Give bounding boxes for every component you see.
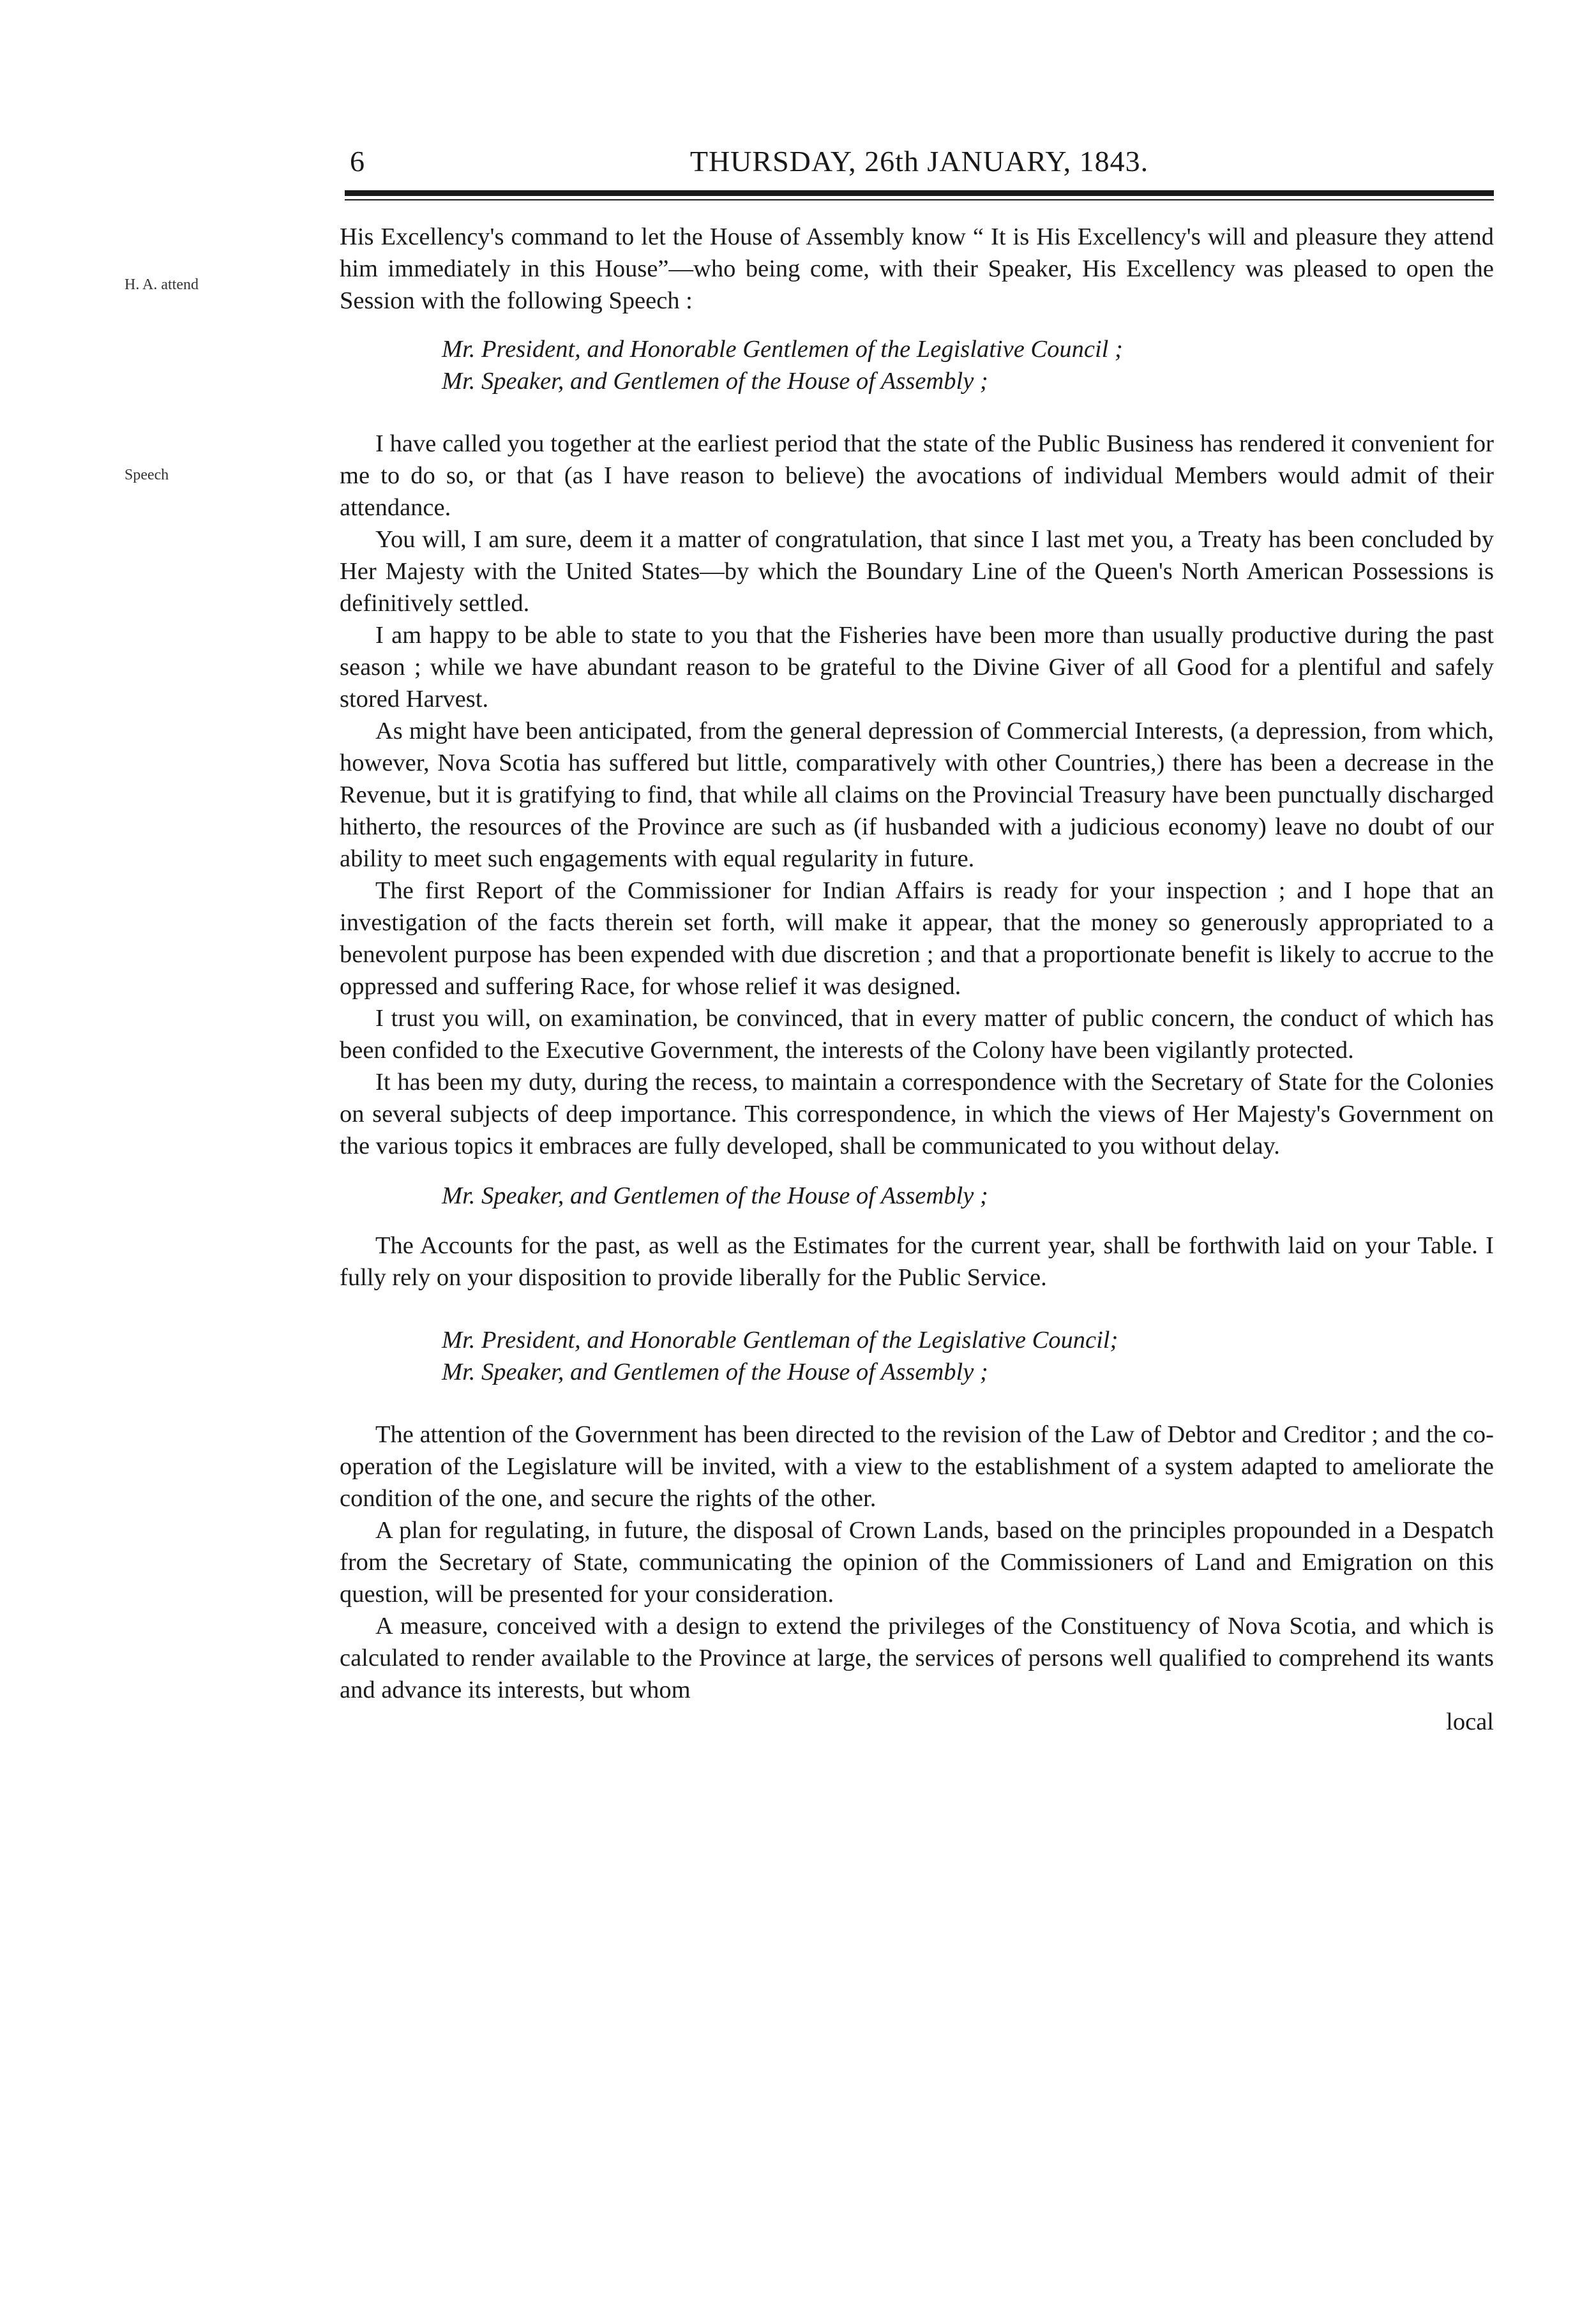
speech-paragraph: As might have been anticipated, from the general depression of Commercial Interests, (a depression, from which, however, Nova Scotia has suffered but little, comparatively with other Countries,) there has been a decrease in the Revenue, but it is gratifying to find, that while all claims on the Provincial Treasury have been punctually discharged hitherto, the resources of the Province are such as (if husbanded with a judicious economy) leave no doubt of our ability to meet such engagements with equal regularity in future. xyxy=(340,718,1494,872)
salutation-assembly: Mr. Speaker, and Gentlemen of the House of Assembly ; xyxy=(442,368,988,395)
margin-note-attend: H. A. attend xyxy=(124,276,199,293)
speech-paragraph: It has been my duty, during the recess, to maintain a correspondence with the Secretary of State for the Colonies on several subjects of deep importance. This correspondence, in which the views of Her Majesty's Government on the various topics it embraces are fully developed, shall be communicated to you without delay. xyxy=(340,1069,1494,1159)
salutation-assembly: Mr. Speaker, and Gentlemen of the House of Assembly ; xyxy=(442,1359,988,1385)
opening-paragraph: His Excellency's command to let the House of Assembly know “ It is His Excellency's will and pleasure they attend him immediately in this House”—who being come, with their Speaker, His Excellency was pleased to open the Session with the following Speech : xyxy=(340,223,1494,314)
speech-paragraph: The Accounts for the past, as well as the Estimates for the current year, shall be forthwith laid on your Table. I fully rely on your disposition to provide liberally for the Public Service. xyxy=(340,1232,1494,1291)
header-rule-thick xyxy=(345,190,1494,196)
speech-paragraph: A measure, conceived with a design to extend the privileges of the Constituency of Nova Scotia, and which is calculated to render available to the Province at large, the services of persons well qualified to comprehend its wants and advance its interests, but whom xyxy=(340,1613,1494,1703)
speech-paragraph: I trust you will, on examination, be convinced, that in every matter of public concern, the conduct of which has been confided to the Executive Government, the interests of the Colony have been vigilantly protected. xyxy=(340,1005,1494,1064)
speech-paragraph: You will, I am sure, deem it a matter of congratulation, that since I last met you, a Treaty has been concluded by Her Majesty with the United States—by which the Boundary Line of the Queen's North American Possessions is definitively settled. xyxy=(340,526,1494,617)
speech-paragraph: I am happy to be able to state to you that the Fisheries have been more than usually productive during the past season ; while we have abundant reason to be grateful to the Divine Giver of all Good for a plentiful and safely stored Harvest. xyxy=(340,622,1494,712)
speech-paragraph: The attention of the Government has been directed to the revision of the Law of Debtor and Creditor ; and the co-operation of the Legislature will be invited, with a view to the establishment of a system adapted to ameliorate the condition of the one, and secure the rights of the other. xyxy=(340,1421,1494,1512)
speech-paragraph: I have called you together at the earliest period that the state of the Public Business has rendered it convenient for me to do so, or that (as I have reason to believe) the avocations of individual Members would admit of their attendance. xyxy=(340,430,1494,521)
body-text xyxy=(340,221,1494,1738)
speech-paragraph: The first Report of the Commissioner for Indian Affairs is ready for your inspection ; and I hope that an investigation of the facts therein set forth, will make it appear, that the money so generously appropriated to a benevolent purpose has been expended with due discretion ; and that a proportionate benefit is likely to accrue to the oppressed and suffering Race, for whose relief it was designed. xyxy=(340,877,1494,1000)
catchword: local xyxy=(1446,1708,1494,1735)
speech-paragraph: A plan for regulating, in future, the disposal of Crown Lands, based on the principles propounded in a Despatch from the Secretary of State, communicating the opinion of the Commissioners of Land and Emigration on this question, will be presented for your consideration. xyxy=(340,1517,1494,1608)
running-head: THURSDAY, 26th JANUARY, 1843. xyxy=(689,145,1149,177)
salutation-assembly: Mr. Speaker, and Gentlemen of the House of Assembly ; xyxy=(442,1182,988,1209)
page-number: 6 xyxy=(350,145,365,177)
header-rule-thin xyxy=(345,199,1494,200)
salutation-council: Mr. President, and Honorable Gentleman of the Legislative Council; xyxy=(442,1327,1118,1353)
salutation-council: Mr. President, and Honorable Gentlemen of the Legislative Council ; xyxy=(442,336,1123,363)
margin-note-speech: Speech xyxy=(124,467,169,483)
